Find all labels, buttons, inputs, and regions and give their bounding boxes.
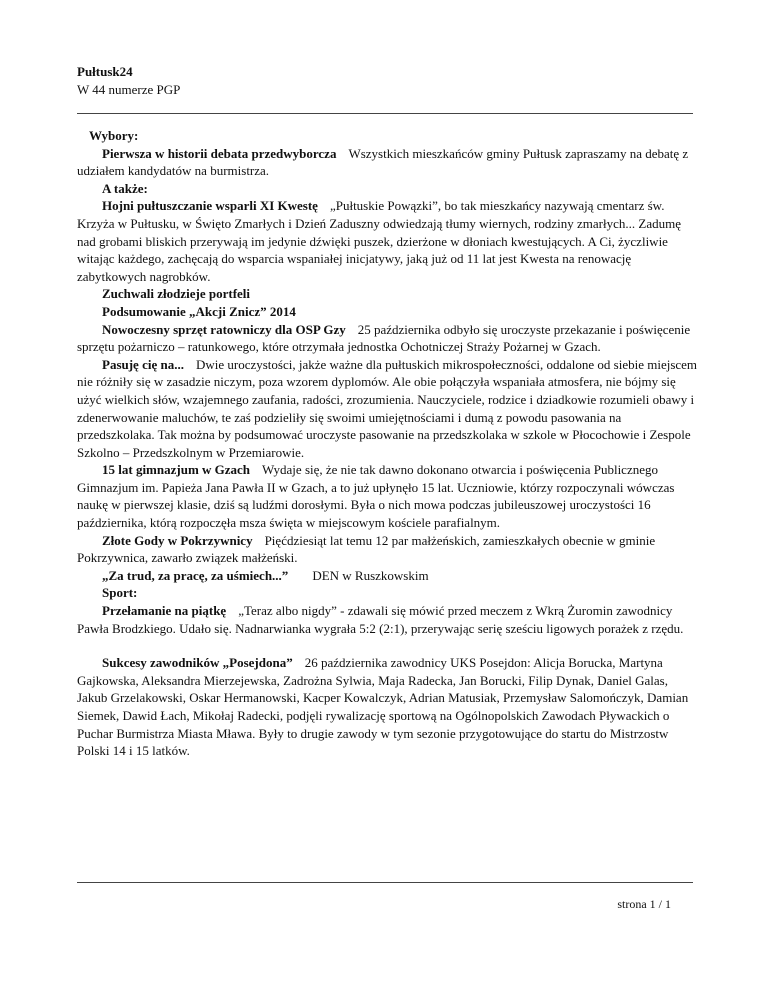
- article-item: [77, 145, 701, 180]
- article-item: [77, 602, 701, 637]
- article-item: [77, 356, 701, 462]
- article-body: Pięćdziesiąt lat temu 12 par małżeńskich, zamieszkałych obecnie w gminie Pokrzywnica, zawarło związek małżeński.: [77, 532, 656, 566]
- article-title[interactable]: Zuchwali złodzieje portfeli: [102, 286, 251, 302]
- article-item: [77, 285, 701, 303]
- bottom-divider: [77, 882, 693, 883]
- top-divider: [77, 113, 693, 114]
- article-body: 25 października odbyło się uroczyste przekazanie i poświęcenie sprzętu pożarniczo – ratunkowego, które otrzymała jednostka Ochotniczej Straży Pożarnej w Gzach.: [77, 321, 691, 355]
- article-title[interactable]: 15 lat gimnazjum w Gzach: [102, 462, 251, 478]
- article-title[interactable]: „Za trud, za pracę, za uśmiech...”: [102, 567, 289, 583]
- article-list: [77, 127, 701, 760]
- article-body: Wydaje się, że nie tak dawno dokonano otwarcia i poświęcenia Publicznego Gimnazjum im. Papieża Jana Pawła II w Gzach, a to już upłynęło 15 lat. Uczniowie, którzy rozpoczynali wówczas naukę w pierwszej klasie, dziś są ludźmi dorosłymi. Była o nich mowa podczas jubileuszowej uroczystości 16 października, którą rozpoczęła msza święta w miejscowym kościele parafialnym.: [77, 462, 675, 531]
- article-title[interactable]: Pierwsza w historii debata przedwyborcza: [102, 145, 337, 161]
- article-item: [77, 567, 701, 585]
- section-heading-sport: Sport:: [102, 585, 138, 601]
- article-item: [77, 532, 701, 567]
- section-heading-a-takze: A także:: [102, 180, 148, 196]
- page-header: [77, 63, 180, 98]
- article-body: Dwie uroczystości, jakże ważne dla pułtuskich mikrospołeczności, oddalone od siebie miejscem nie różniły się w zasadzie niczym, poza wzorem dyplomów. Ale obie połączyła wspaniała atmosfera, nie bójmy się użyć wielkich słów, wzajemnego zaufania, radości, zrozumienia. Nauczyciele, rodzice i dziadkowie rozumieli obawy i zdenerwowanie maluchów, te zaś podzieliły się swoimi umiejętnościami i dumą z powodu pasowania na przedszkolaka. Tak można by podsumować uroczyste pasowanie na przedszkolaka w szkole w Płocochowie i Zespole Szkolno – Przedszkolnym w Przemiarowie.: [77, 356, 698, 460]
- issue-subtitle: W 44 numerze PGP: [77, 81, 181, 97]
- page-number: strona 1 / 1: [617, 897, 671, 911]
- article-title[interactable]: Pasuję cię na...: [102, 356, 184, 372]
- site-title: Pułtusk24: [77, 64, 133, 79]
- article-item: [77, 197, 701, 285]
- article-title[interactable]: Podsumowanie „Akcji Znicz” 2014: [102, 303, 296, 319]
- article-item: [77, 321, 701, 356]
- article-body: „Teraz albo nigdy” - zdawali się mówić przed meczem z Wkrą Żuromin zawodnicy Pawła Brodzkiego. Udało się. Nadnarwianka wygrała 5:2 (2:1), przerywając serię sześciu ligowych porażek z rzędu.: [77, 603, 684, 636]
- section-heading-wybory: Wybory:: [89, 128, 139, 143]
- article-body: 26 października zawodnicy UKS Posejdon: Alicja Borucka, Martyna Gajkowska, Aleksandra Mierzejewska, Zadrożna Sylwia, Maja Radecka, Jan Borucki, Filip Dynak, Daniel Galas, Jakub Grzelakowski, Oskar Hermanowski, Kacper Kowalczyk, Adrian Matusiak, Przemysław Salomończyk, Damian Siemek, Dawid Łach, Mikołaj Radecki, podjęli rywalizację sportową na Ogólnopolskich Zawodach Pływackich o Puchar Burmistrza Miasta Mława. Były to drugie zawody w tym sezonie przygotowujące do startu do Mistrzostw Polski 14 i 15 latków.: [77, 655, 689, 759]
- article-body: „Pułtuskie Powązki”, bo tak mieszkańcy nazywają cmentarz św. Krzyża w Pułtusku, w Święto Zmarłych i Dzień Zaduszny odwiedzają tłumy wiernych, rodziny zmarłych... Zadumę nad grobami bliskich przerywają im jedynie dźwięki puszek, dzierżone w dłoniach kwestujących. A Ci, życzliwie witając każdego, zachęcają do wsparcia wspaniałej inicjatywy, jaką już od 11 lat jest Kwesta na renowację zabytkowych nagrobków.: [77, 198, 681, 284]
- article-item: [77, 303, 701, 321]
- article-item: [77, 654, 701, 760]
- article-title[interactable]: Hojni pułtuszczanie wsparli XI Kwestę: [102, 198, 318, 214]
- article-body: Wszystkich mieszkańców gminy Pułtusk zapraszamy na debatę z udziałem kandydatów na burmistrza.: [77, 145, 689, 179]
- article-title[interactable]: Nowoczesny sprzęt ratowniczy dla OSP Gzy: [102, 321, 346, 337]
- article-body: DEN w Ruszkowskim: [312, 567, 429, 583]
- article-title[interactable]: Przełamanie na piątkę: [102, 603, 227, 619]
- article-title[interactable]: Sukcesy zawodników „Posejdona”: [102, 655, 293, 671]
- article-item: [77, 461, 701, 531]
- article-title[interactable]: Złote Gody w Pokrzywnicy: [102, 532, 253, 548]
